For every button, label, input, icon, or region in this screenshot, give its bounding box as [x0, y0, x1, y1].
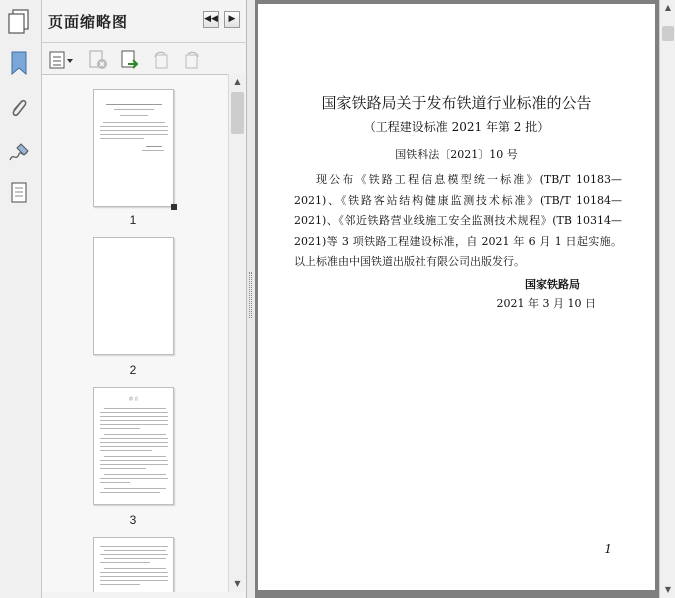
- rotate-right-icon[interactable]: [181, 49, 203, 71]
- thumbnail-number: 2: [129, 363, 137, 377]
- issuer-name: 国家铁路局: [525, 278, 580, 291]
- thumbnail-toolbar: [42, 42, 247, 74]
- attachment-icon[interactable]: [7, 96, 31, 122]
- scroll-up-arrow-icon[interactable]: ▲: [664, 3, 672, 12]
- pages-icon[interactable]: [6, 8, 32, 34]
- layers-icon[interactable]: [7, 180, 31, 206]
- thumbnail-number: 1: [129, 213, 137, 227]
- document-number: 国铁科法〔2021〕10 号: [395, 148, 518, 161]
- scrollbar-thumb[interactable]: [231, 92, 244, 134]
- splitter-grip-icon[interactable]: [249, 272, 252, 318]
- notice-subtitle: （工程建设标准 2021 年第 2 批）: [363, 120, 550, 134]
- page-thumbnail-3[interactable]: [93, 387, 174, 505]
- options-menu-icon[interactable]: [48, 49, 76, 71]
- insert-pages-icon[interactable]: [119, 49, 141, 71]
- notice-body: [294, 170, 622, 273]
- delete-pages-icon[interactable]: [87, 49, 109, 71]
- page-thumbnail-1[interactable]: [93, 89, 174, 207]
- issue-date: 2021 年 3 月 10 日: [496, 297, 596, 310]
- body-paragraph: 现公布《铁路工程信息模型统一标准》(TB/T 10183—2021)、《铁路客站结构健康监测技术标准》(TB/T 10184—2021)、《邻近铁路营业线施工安全监测技术规程》(TB 10314—2021)等 3 项铁路工程建设标准，自 2021 年 6 月 1 日起实施。以上标准由中国铁道出版社有限公司出版发行。: [294, 173, 622, 268]
- page-thumbnail-4[interactable]: [93, 537, 174, 592]
- document-page: [258, 4, 655, 590]
- document-scrollbar[interactable]: [659, 0, 675, 598]
- scrollbar-thumb[interactable]: [662, 26, 674, 41]
- notice-title: 国家铁路局关于发布铁道行业标准的公告: [321, 94, 592, 112]
- document-viewport: [255, 0, 675, 598]
- rotate-left-icon[interactable]: [150, 49, 172, 71]
- thumb-heading: 前 言: [128, 396, 139, 401]
- page-thumbnails-panel: [42, 0, 247, 598]
- thumbnail-number: 3: [129, 513, 137, 527]
- navigation-rail: [0, 0, 42, 598]
- resize-handle[interactable]: [171, 204, 177, 210]
- signature-icon[interactable]: [7, 140, 31, 166]
- panel-title: 页面缩略图: [48, 13, 129, 31]
- scroll-down-arrow-icon[interactable]: ▼: [664, 585, 672, 594]
- scroll-up-arrow-icon[interactable]: ▲: [234, 77, 241, 86]
- page-number: 1: [604, 542, 612, 556]
- scroll-down-arrow-icon[interactable]: ▼: [234, 579, 241, 588]
- collapse-panel-button[interactable]: ◀◀: [203, 11, 219, 28]
- thumbnail-list: [42, 74, 228, 592]
- thumbnail-scrollbar[interactable]: [228, 74, 245, 592]
- expand-panel-button[interactable]: ▶: [224, 11, 240, 28]
- panel-splitter[interactable]: [247, 0, 255, 598]
- bookmark-icon[interactable]: [7, 50, 31, 76]
- page-thumbnail-2[interactable]: [93, 237, 174, 355]
